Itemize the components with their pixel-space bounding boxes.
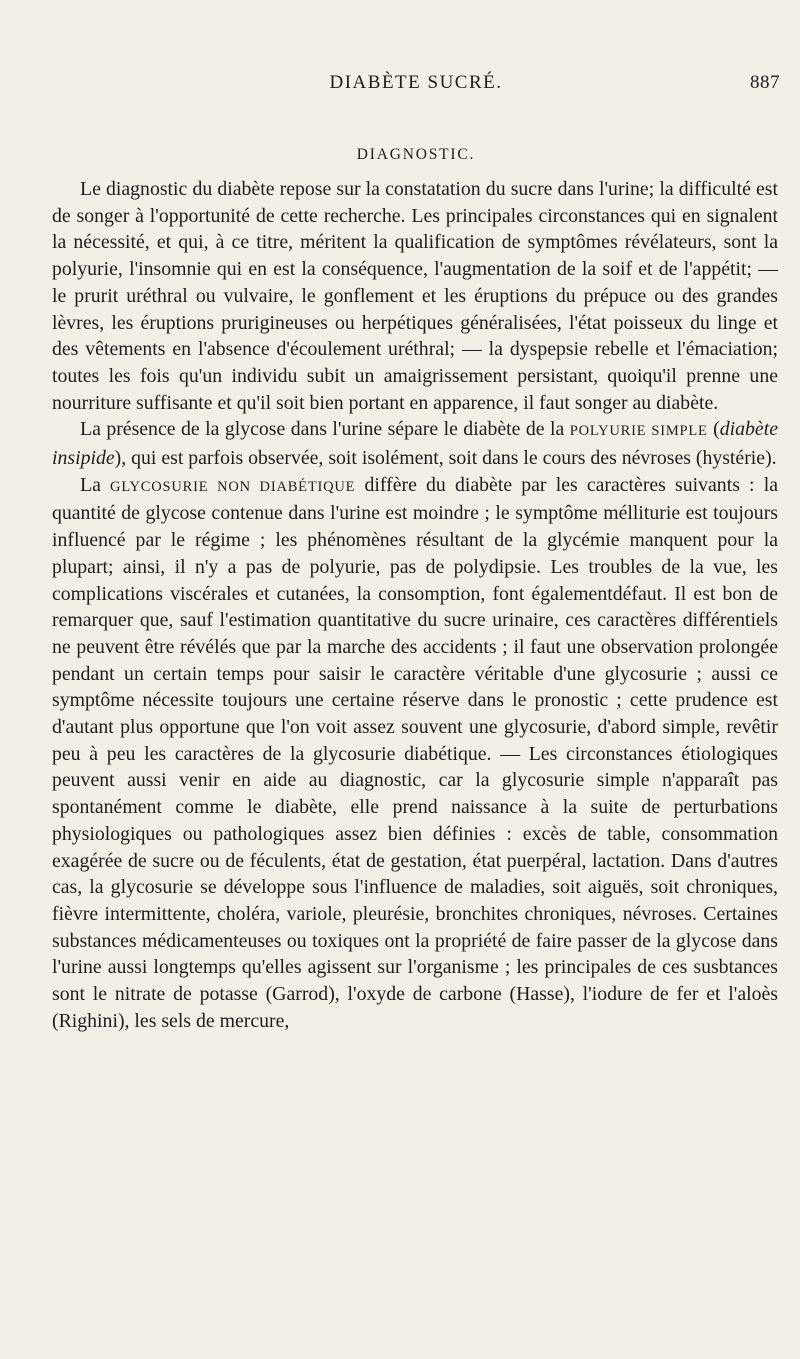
section-title: DIAGNOSTIC.: [356, 146, 476, 163]
paragraph-polyurie-after: ), qui est parfois observée, soit isolément, soit dans le cours des névroses (hystérie).: [114, 447, 777, 470]
paragraph-glycosurie: [52, 472, 778, 1035]
paragraph-glycosurie-text: diffère du diabète par les caractères suivants : la quantité de glycose contenue dans l'urine est moindre ; le symptôme mélliturie est toujours influencé par le régime ; les phénomènes résultant de la glycémie manquent pour la plupart; ainsi, il n'y a pas de polyurie, pas de polydipsie. Les troubles de la vue, les complications viscérales et cutanées, la consomption, font égalementdéfaut. Il est bon de remarquer que, sauf l'estimation quantitative du sucre urinaire, ces caractères différentiels ne peuvent être révélés que par la marche des accidents ; il faut une observation prolongée pendant un certain temps pour saisir le caractère véritable d'une glycosurie ; aussi ce symptôme nécessite toujours une certaine réserve dans le pronostic ; cette prudence est d'autant plus opportune que l'on voit assez souvent une glycosurie, d'abord simple, revêtir peu à peu les caractères de la glycosurie diabétique. — Les circonstances étiologiques peuvent aussi venir en aide au diagnostic, car la glycosurie simple n'apparaît pas spontanément comme le diabète, elle prend naissance à la suite de perturbations physiologiques ou pathologiques assez bien définies : excès de table, consommation exagérée de sucre ou de féculents, état de gestation, état puerpéral, lactation. Dans d'autres cas, la glycosurie se développe sous l'influence de maladies, soit aiguës, soit chroniques, fièvre intermittente, choléra, variole, pleurésie, bronchites chroniques, névroses. Certaines substances médicamenteuses ou toxiques ont la propriété de faire passer de la glycose dans l'urine aussi longtemps qu'elles agissent sur l'organisme ; les principales de ces susbtances sont le nitrate de potasse (Garrod), l'oxyde de carbone (Hasse), l'iodure de fer et l'aloès (Righini), les sels de mercure,: [52, 473, 779, 1032]
term-polyurie-simple: POLYURIE SIMPLE: [569, 423, 708, 440]
term-glycosurie-non-diabetique: GLYCOSURIE NON DIABÉTIQUE: [110, 478, 356, 495]
term-diabete-insipide: diabète insipide: [52, 418, 778, 470]
paragraph-polyurie: [52, 416, 778, 471]
running-title: DIABÈTE SUCRÉ.: [329, 72, 503, 93]
paragraph-polyurie-text: La présence de la glycose dans l'urine sépare le diabète de la: [80, 418, 570, 441]
paragraph-polyurie-middle: (: [707, 418, 720, 441]
paragraph-diagnostic: [52, 176, 778, 416]
body-text: [52, 176, 778, 1035]
page-number: 887: [750, 72, 780, 93]
running-head: [52, 72, 780, 102]
paragraph-diagnostic-text: Le diagnostic du diabète repose sur la constatation du sucre dans l'urine; la difficulté est de songer à l'opportunité de cette recherche. Les principales circonstances qui en signalent la nécessité, et qui, à ce titre, méritent la qualification de symptômes révélateurs, sont la polyurie, l'insomnie qui en est la conséquence, l'augmentation de la soif et de l'appétit; — le prurit uréthral ou vulvaire, le gonflement et les éruptions du prépuce ou des grandes lèvres, les éruptions prurigineuses ou herpétiques généralisées, l'état poisseux du linge et des vêtements en l'absence d'écoulement uréthral; — la dyspepsie rebelle et l'émaciation; toutes les fois qu'un individu subit un amaigrissement persistant, quoiqu'il prenne une nourriture suffisante et qu'il soit bien portant en apparence, il faut songer au diabète.: [52, 178, 778, 414]
paragraph-glycosurie-before: La: [80, 473, 111, 496]
